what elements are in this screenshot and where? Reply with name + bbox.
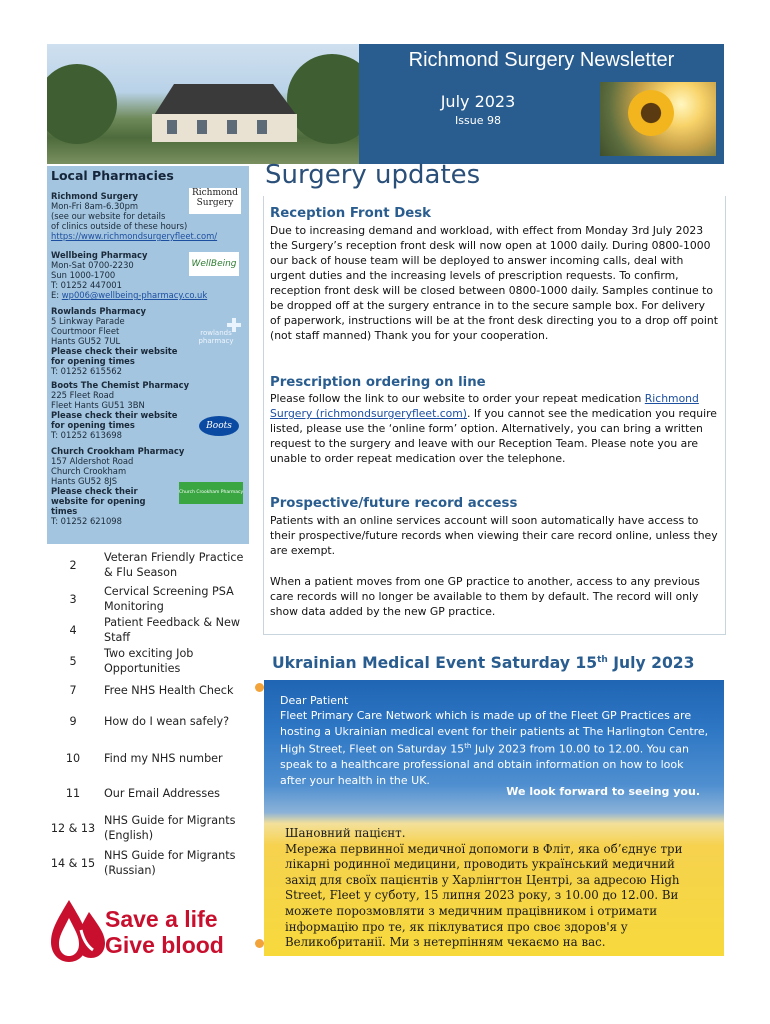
opening-times-note: Please check their website <box>51 410 178 420</box>
pharmacy-name: Rowlands Pharmacy <box>51 306 147 316</box>
contents-page: 4 <box>69 624 77 637</box>
contents-page: 11 <box>65 787 81 800</box>
richmond-logo: Richmond Surgery <box>189 188 241 214</box>
contents-title: Free NHS Health Check <box>104 684 234 697</box>
pharmacy-name: Richmond Surgery <box>51 191 138 201</box>
contents-title: How do I wean safely? <box>104 715 230 728</box>
surgery-building-photo <box>47 44 359 164</box>
heading-sup: th <box>597 654 608 665</box>
pharmacy-name: Wellbeing Pharmacy <box>51 250 148 260</box>
prescription-text: . If you cannot see the medication you require listed, please use the ‘online form’ option. Alternatively, you can bring a written request to the surgery and leave with our Reception Team. Please note you are unable to order repeat medication over the telephone. <box>270 407 717 465</box>
contents-title: Our Email Addresses <box>104 787 220 800</box>
greeting: Dear Patient <box>280 694 349 707</box>
reception-body: Due to increasing demand and workload, with effect from Monday 3rd July 2023 the Surgery’s reception front desk will now open at 1000 daily. During 0800-1000 our back of house team will be deployed to answer incoming calls, deal with urgent duties and the increasing levels of prescription requests. To confirm, reception front desk will be closed between 0800-1000 daily. Samples continue to be dropped off at the surgery entrance in to the secure sample box. For delivery of paperwork, instructions will be at the front desk directing you to a drop off point (not staff manned) Thank you for your cooperation. <box>270 224 718 342</box>
pharmacy-line: (see our website for details <box>51 211 166 221</box>
blood-line-2: Give blood <box>105 932 224 958</box>
pharmacy-church-crookham <box>51 446 184 526</box>
event-closing: We look forward to seeing you. <box>506 785 700 798</box>
pharmacy-line: 5 Linkway Parade <box>51 316 125 326</box>
blood-drop-icon <box>47 896 109 966</box>
event-sup: th <box>464 742 472 751</box>
give-blood-text <box>105 906 224 958</box>
boots-logo: Boots <box>199 416 239 436</box>
ukrainian-event-ukrainian: Шановний пацієнт. Мережа первинної медичної допомоги в Фліт, яка об’єднує три лікарні родинної медицини, проводить український медичний захід для своїх пацієнтів у Харлінгтон Центрі, за адресою High Street, Fleet у суботу, 15 липня 2023 року, з 10.00 до 12.00. Ви можете порозмовляти з медичним працівником і отримати інформацію про те, як піклуватися про своє здоров'я у Великобританії. Ми з нетерпінням чекаємо на вас. <box>285 826 683 950</box>
pharmacy-phone: T: 01252 613698 <box>51 430 122 440</box>
blood-line-1: Save a life <box>105 906 218 932</box>
reception-heading: Reception Front Desk <box>270 206 432 221</box>
pharmacy-line: Mon-Sat 0700-2230 <box>51 260 134 270</box>
richmond-surgery-link[interactable]: Richmond Surgery (richmondsurgeryfleet.com) <box>270 392 699 420</box>
pharmacy-line: Mon-Fri 8am-6.30pm <box>51 201 139 211</box>
pharmacy-phone: T: 01252 615562 <box>51 366 122 376</box>
ukrainian-event-english <box>280 693 710 788</box>
pharmacies-sidebar <box>47 166 249 544</box>
pharmacy-wellbeing <box>51 250 207 300</box>
bullet-icon <box>255 939 264 948</box>
wellbeing-logo: WellBeing <box>189 252 239 276</box>
contents-title: Veteran Friendly Practice & Flu Season <box>104 551 244 579</box>
records-heading: Prospective/future record access <box>270 496 518 511</box>
pharmacy-line: Hants GU52 7UL <box>51 336 121 346</box>
pharmacy-line: 157 Aldershot Road <box>51 456 134 466</box>
contents-title: Cervical Screening PSA Monitoring <box>104 585 234 613</box>
contents-title: NHS Guide for Migrants (Russian) <box>104 849 236 877</box>
pharmacy-line: T: 01252 447001 <box>51 280 122 290</box>
contents-title: Two exciting Job Opportunities <box>104 647 194 675</box>
records-body-1: Patients with an online services account will soon automatically have access to their prospective/future records when viewing their care record online, unless they are exempt. <box>270 514 718 557</box>
records-body-2: When a patient moves from one GP practice to another, access to any previous care records will no longer be available to them by default. The record will only show data added by the new GP practice. <box>270 575 700 618</box>
prescription-text: Please follow the link to our website to order your repeat medication <box>270 392 645 405</box>
contents-page: 5 <box>69 655 77 668</box>
contents-page: 14 & 15 <box>50 857 96 870</box>
pharmacy-name: Church Crookham Pharmacy <box>51 446 185 456</box>
prescription-heading: Prescription ordering on line <box>270 375 486 390</box>
wellbeing-email-link[interactable]: wp006@wellbeing-pharmacy.co.uk <box>61 290 208 300</box>
heading-text: July 2023 <box>607 654 695 672</box>
newsletter-month: July 2023 <box>440 92 516 111</box>
pharmacy-line: Fleet Hants GU51 3BN <box>51 400 145 410</box>
newsletter-issue: Issue 98 <box>455 114 501 127</box>
pharmacy-line: Courtmoor Fleet <box>51 326 120 336</box>
rowlands-cross-icon <box>227 318 241 332</box>
event-text: Fleet Primary Care Network which is made up of the Fleet GP Practices are hosting a Ukrainian medical event for their patients at The Harlington Centre, High Street, Fleet on Saturday 15 <box>280 709 709 756</box>
ukrainian-event-heading <box>272 654 695 672</box>
pharmacy-name: Boots The Chemist Pharmacy <box>51 380 190 390</box>
contents-page: 9 <box>69 715 77 728</box>
prescription-body <box>270 391 718 466</box>
bullet-icon <box>255 683 264 692</box>
contents-table <box>47 546 249 880</box>
opening-times-note: times <box>51 506 78 516</box>
rowlands-logo: rowlands pharmacy <box>198 329 234 345</box>
contents-page: 2 <box>69 559 77 572</box>
contents-page: 10 <box>65 752 81 765</box>
contents-title: NHS Guide for Migrants (English) <box>104 814 236 842</box>
event-text: July 2023 from 10.00 to 12.00. You can speak to a healthcare professional and obtain information on how to look after your health in the UK. <box>280 742 689 787</box>
contents-title: Patient Feedback & New Staff <box>104 616 241 644</box>
pharmacy-boots <box>51 380 189 440</box>
church-crookham-logo: Church Crookham Pharmacy <box>179 482 243 504</box>
contents-page: 3 <box>69 593 77 606</box>
pharmacy-line: of clinics outside of these hours) <box>51 221 188 231</box>
email-prefix: E: <box>51 290 62 300</box>
heading-text: Ukrainian Medical Event Saturday 15 <box>272 654 598 672</box>
opening-times-note: for opening times <box>51 420 135 430</box>
opening-times-note: Please check their <box>51 486 138 496</box>
opening-times-note: website for opening <box>51 496 146 506</box>
surgery-updates-title: Surgery updates <box>265 160 481 190</box>
pharmacy-line: 225 Fleet Road <box>51 390 115 400</box>
contents-page: 12 & 13 <box>50 822 96 835</box>
give-blood-logo <box>47 896 252 966</box>
contents-page: 7 <box>69 684 77 697</box>
pharmacy-phone: T: 01252 621098 <box>51 516 122 526</box>
contents-title: Find my NHS number <box>104 752 223 765</box>
pharmacy-line: Hants GU52 8JS <box>51 476 118 486</box>
pharmacy-rowlands <box>51 306 178 376</box>
richmond-website-link[interactable]: https://www.richmondsurgeryfleet.com/ <box>51 231 218 241</box>
opening-times-note: Please check their website <box>51 346 178 356</box>
opening-times-note: for opening times <box>51 356 135 366</box>
sunflower-photo <box>600 82 716 156</box>
pharmacy-line: Church Crookham <box>51 466 127 476</box>
sidebar-heading: Local Pharmacies <box>51 168 174 183</box>
pharmacy-line: Sun 1000-1700 <box>51 270 116 280</box>
newsletter-title: Richmond Surgery Newsletter <box>408 49 675 71</box>
